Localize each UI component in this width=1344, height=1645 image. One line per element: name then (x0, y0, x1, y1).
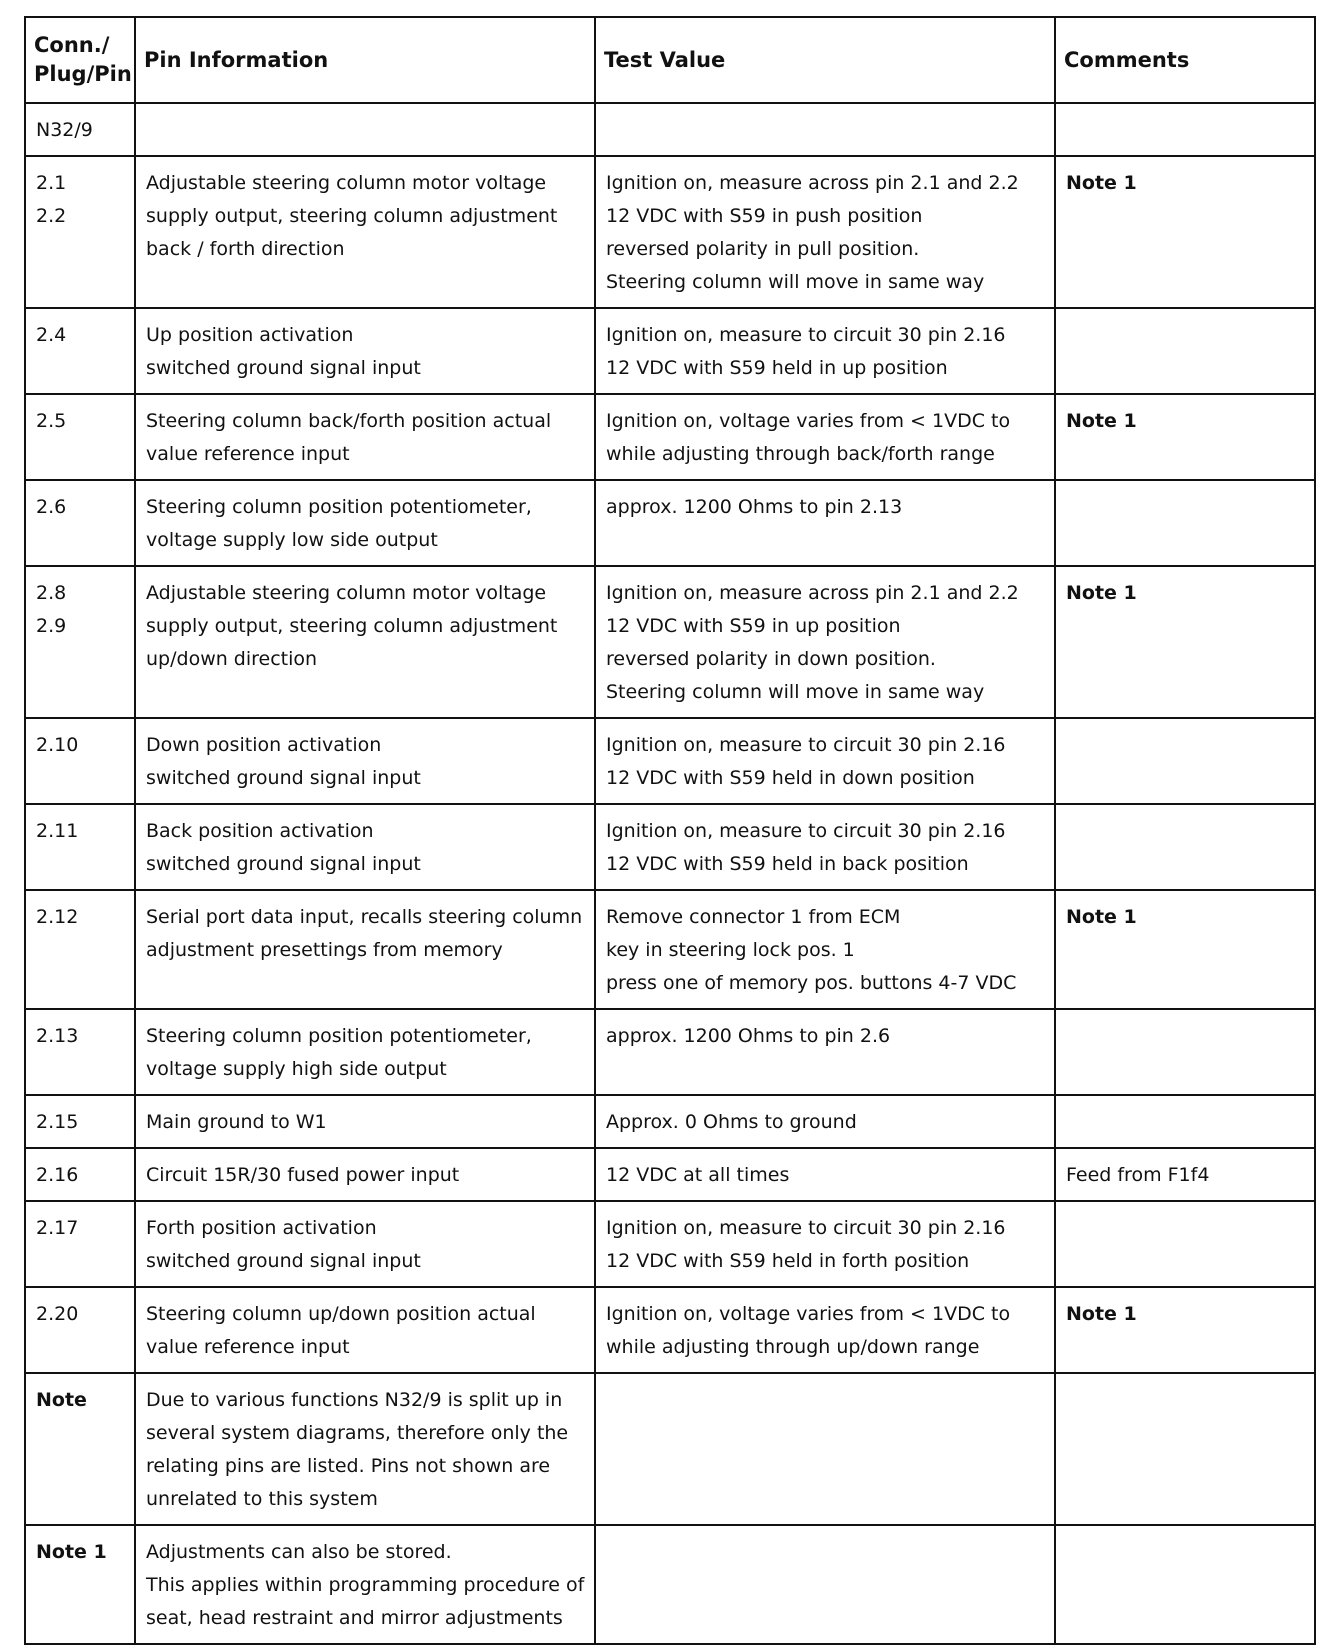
test-value-line: while adjusting through up/down range (606, 1336, 980, 1358)
pin-info-cell (135, 394, 595, 480)
empty-cell (595, 1373, 1055, 1525)
test-value-cell (595, 308, 1055, 394)
test-value-line: Steering column will move in same way (606, 271, 985, 293)
test-value-line: 12 VDC with S59 held in forth position (606, 1250, 970, 1272)
comment-cell (1055, 890, 1315, 1009)
test-value-line: Ignition on, measure across pin 2.1 and 2.2 (606, 172, 1019, 194)
note-text-line: relating pins are listed. Pins not shown are (146, 1455, 551, 1477)
pin-cell (25, 394, 135, 480)
pin-info-line: Adjustable steering column motor voltage (146, 172, 547, 194)
header-pin-information: Pin Information (135, 17, 595, 103)
comment-cell (1055, 480, 1315, 566)
test-value-line: 12 VDC with S59 held in down position (606, 767, 975, 789)
test-value-line: press one of memory pos. buttons 4-7 VDC (606, 972, 1017, 994)
comment-cell (1055, 804, 1315, 890)
pin-cell (25, 480, 135, 566)
test-value-cell (595, 718, 1055, 804)
test-value-cell (595, 394, 1055, 480)
test-value-line: reversed polarity in down position. (606, 648, 936, 670)
test-value-cell (595, 804, 1055, 890)
pin-cell (25, 156, 135, 308)
test-value-cell (595, 1095, 1055, 1148)
pin-cell (25, 1148, 135, 1201)
comment-cell (1055, 394, 1315, 480)
pin-information-table (24, 16, 1316, 1645)
pin-number: 2.10 (36, 734, 79, 756)
pin-number: 2.11 (36, 820, 79, 842)
test-value-line: 12 VDC with S59 in push position (606, 205, 923, 227)
pin-cell (25, 308, 135, 394)
pin-info-line: voltage supply high side output (146, 1058, 447, 1080)
comment-cell (1055, 1095, 1315, 1148)
test-value-line: 12 VDC at all times (606, 1164, 790, 1186)
comment-text: Note 1 (1066, 582, 1137, 604)
comment-text: Note 1 (1066, 906, 1137, 928)
note-text-line: several system diagrams, therefore only the (146, 1422, 569, 1444)
note-row (25, 1373, 1315, 1525)
note-text-line: Due to various functions N32/9 is split up in (146, 1389, 563, 1411)
pin-info-line: supply output, steering column adjustment (146, 205, 558, 227)
comment-text: Note 1 (1066, 1303, 1137, 1325)
pin-number: 2.2 (36, 205, 67, 227)
pin-info-line: supply output, steering column adjustment (146, 615, 558, 637)
pin-info-line: Main ground to W1 (146, 1111, 327, 1133)
table-row (25, 156, 1315, 308)
test-value-cell (595, 1009, 1055, 1095)
test-value-line: Remove connector 1 from ECM (606, 906, 901, 928)
empty-cell (1055, 103, 1315, 156)
test-value-line: Ignition on, voltage varies from < 1VDC to (606, 410, 1011, 432)
pin-info-line: value reference input (146, 1336, 350, 1358)
pin-number: 2.16 (36, 1164, 79, 1186)
test-value-line: Steering column will move in same way (606, 681, 985, 703)
empty-cell (1055, 1373, 1315, 1525)
test-value-cell (595, 566, 1055, 718)
table-row (25, 1095, 1315, 1148)
header-conn-plug-pin (25, 17, 135, 103)
pin-info-line: value reference input (146, 443, 350, 465)
table-row (25, 566, 1315, 718)
test-value-line: Approx. 0 Ohms to ground (606, 1111, 857, 1133)
table-row (25, 1287, 1315, 1373)
comment-cell (1055, 566, 1315, 718)
pin-cell (25, 718, 135, 804)
pin-info-line: Adjustable steering column motor voltage (146, 582, 547, 604)
header-test-value: Test Value (595, 17, 1055, 103)
pin-cell (25, 1287, 135, 1373)
test-value-line: Ignition on, measure to circuit 30 pin 2.16 (606, 324, 1006, 346)
test-value-cell (595, 480, 1055, 566)
test-value-line: reversed polarity in pull position. (606, 238, 920, 260)
pin-info-line: back / forth direction (146, 238, 345, 260)
empty-cell (1055, 1525, 1315, 1644)
connector-row (25, 103, 1315, 156)
pin-cell (25, 804, 135, 890)
table-row (25, 1201, 1315, 1287)
note-text-line: This applies within programming procedure of (146, 1574, 585, 1596)
table-row (25, 394, 1315, 480)
test-value-cell (595, 890, 1055, 1009)
test-value-cell (595, 156, 1055, 308)
pin-info-cell (135, 1287, 595, 1373)
test-value-line: Ignition on, measure to circuit 30 pin 2.16 (606, 734, 1006, 756)
pin-cell (25, 1009, 135, 1095)
pin-cell (25, 1201, 135, 1287)
pin-info-line: Steering column back/forth position actual (146, 410, 552, 432)
comment-cell (1055, 1287, 1315, 1373)
note-text-cell (135, 1373, 595, 1525)
pin-number: 2.17 (36, 1217, 79, 1239)
pin-cell (25, 1095, 135, 1148)
pin-info-line: Steering column position potentiometer, (146, 496, 532, 518)
test-value-line: approx. 1200 Ohms to pin 2.6 (606, 1025, 891, 1047)
empty-cell (595, 103, 1055, 156)
pin-number: 2.12 (36, 906, 79, 928)
pin-info-cell (135, 718, 595, 804)
table-row (25, 718, 1315, 804)
comment-cell (1055, 1009, 1315, 1095)
pin-number: 2.6 (36, 496, 67, 518)
comment-text: Note 1 (1066, 172, 1137, 194)
comment-cell (1055, 1201, 1315, 1287)
test-value-line: 12 VDC with S59 in up position (606, 615, 901, 637)
pin-info-line: Steering column up/down position actual (146, 1303, 536, 1325)
header-comments: Comments (1055, 17, 1315, 103)
pin-info-cell (135, 1009, 595, 1095)
pin-info-line: Circuit 15R/30 fused power input (146, 1164, 460, 1186)
test-value-line: 12 VDC with S59 held in back position (606, 853, 969, 875)
pin-info-line: switched ground signal input (146, 853, 421, 875)
pin-info-line: voltage supply low side output (146, 529, 438, 551)
note-text-line: Adjustments can also be stored. (146, 1541, 452, 1563)
comment-cell (1055, 1148, 1315, 1201)
table-row (25, 480, 1315, 566)
table-row (25, 804, 1315, 890)
test-value-cell (595, 1201, 1055, 1287)
test-value-cell (595, 1287, 1055, 1373)
pin-info-cell (135, 1201, 595, 1287)
pin-info-cell (135, 156, 595, 308)
pin-info-line: adjustment presettings from memory (146, 939, 503, 961)
pin-info-line: switched ground signal input (146, 357, 421, 379)
table-row (25, 890, 1315, 1009)
header-plug-pin-line: Plug/Pin (34, 62, 132, 86)
header-conn-line: Conn./ (34, 33, 110, 57)
comment-cell (1055, 718, 1315, 804)
test-value-cell (595, 1148, 1055, 1201)
pin-number: 2.9 (36, 615, 67, 637)
pin-info-line: Steering column position potentiometer, (146, 1025, 532, 1047)
pin-info-cell (135, 890, 595, 1009)
pin-info-line: Serial port data input, recalls steering column (146, 906, 583, 928)
pin-number: 2.20 (36, 1303, 79, 1325)
test-value-line: Ignition on, measure to circuit 30 pin 2.16 (606, 1217, 1006, 1239)
test-value-line: 12 VDC with S59 held in up position (606, 357, 948, 379)
test-value-line: Ignition on, measure to circuit 30 pin 2.16 (606, 820, 1006, 842)
pin-info-line: Forth position activation (146, 1217, 377, 1239)
test-value-line: while adjusting through back/forth range (606, 443, 995, 465)
note-label-cell (25, 1525, 135, 1644)
comment-cell (1055, 156, 1315, 308)
pin-info-line: up/down direction (146, 648, 318, 670)
note-text-line: unrelated to this system (146, 1488, 378, 1510)
comment-text: Feed from F1f4 (1066, 1164, 1210, 1186)
pin-number: 2.4 (36, 324, 67, 346)
note-row (25, 1525, 1315, 1644)
header-row (25, 17, 1315, 103)
test-value-line: approx. 1200 Ohms to pin 2.13 (606, 496, 903, 518)
test-value-line: Ignition on, measure across pin 2.1 and 2.2 (606, 582, 1019, 604)
note-text-cell (135, 1525, 595, 1644)
note-text-line: seat, head restraint and mirror adjustments (146, 1607, 563, 1629)
comment-text: Note 1 (1066, 410, 1137, 432)
pin-number: 2.15 (36, 1111, 79, 1133)
note-label: Note (36, 1389, 87, 1411)
connector-cell: N32/9 (25, 103, 135, 156)
table-row (25, 308, 1315, 394)
pin-info-line: switched ground signal input (146, 1250, 421, 1272)
note-label: Note 1 (36, 1541, 107, 1563)
test-value-line: Ignition on, voltage varies from < 1VDC to (606, 1303, 1011, 1325)
pin-number: 2.13 (36, 1025, 79, 1047)
empty-cell (595, 1525, 1055, 1644)
pin-number: 2.5 (36, 410, 67, 432)
pin-cell (25, 566, 135, 718)
note-label-cell (25, 1373, 135, 1525)
pin-number: 2.1 (36, 172, 67, 194)
empty-cell (135, 103, 595, 156)
pin-info-cell (135, 804, 595, 890)
table-row (25, 1009, 1315, 1095)
pin-info-cell (135, 1148, 595, 1201)
pin-number: 2.8 (36, 582, 67, 604)
pin-cell (25, 890, 135, 1009)
table-row (25, 1148, 1315, 1201)
comment-cell (1055, 308, 1315, 394)
table-body (25, 103, 1315, 1644)
pin-info-line: Back position activation (146, 820, 374, 842)
pin-info-cell (135, 480, 595, 566)
pin-info-cell (135, 1095, 595, 1148)
pin-info-cell (135, 566, 595, 718)
test-value-line: key in steering lock pos. 1 (606, 939, 855, 961)
pin-info-line: Down position activation (146, 734, 382, 756)
pin-info-line: Up position activation (146, 324, 354, 346)
pin-info-line: switched ground signal input (146, 767, 421, 789)
pin-info-cell (135, 308, 595, 394)
